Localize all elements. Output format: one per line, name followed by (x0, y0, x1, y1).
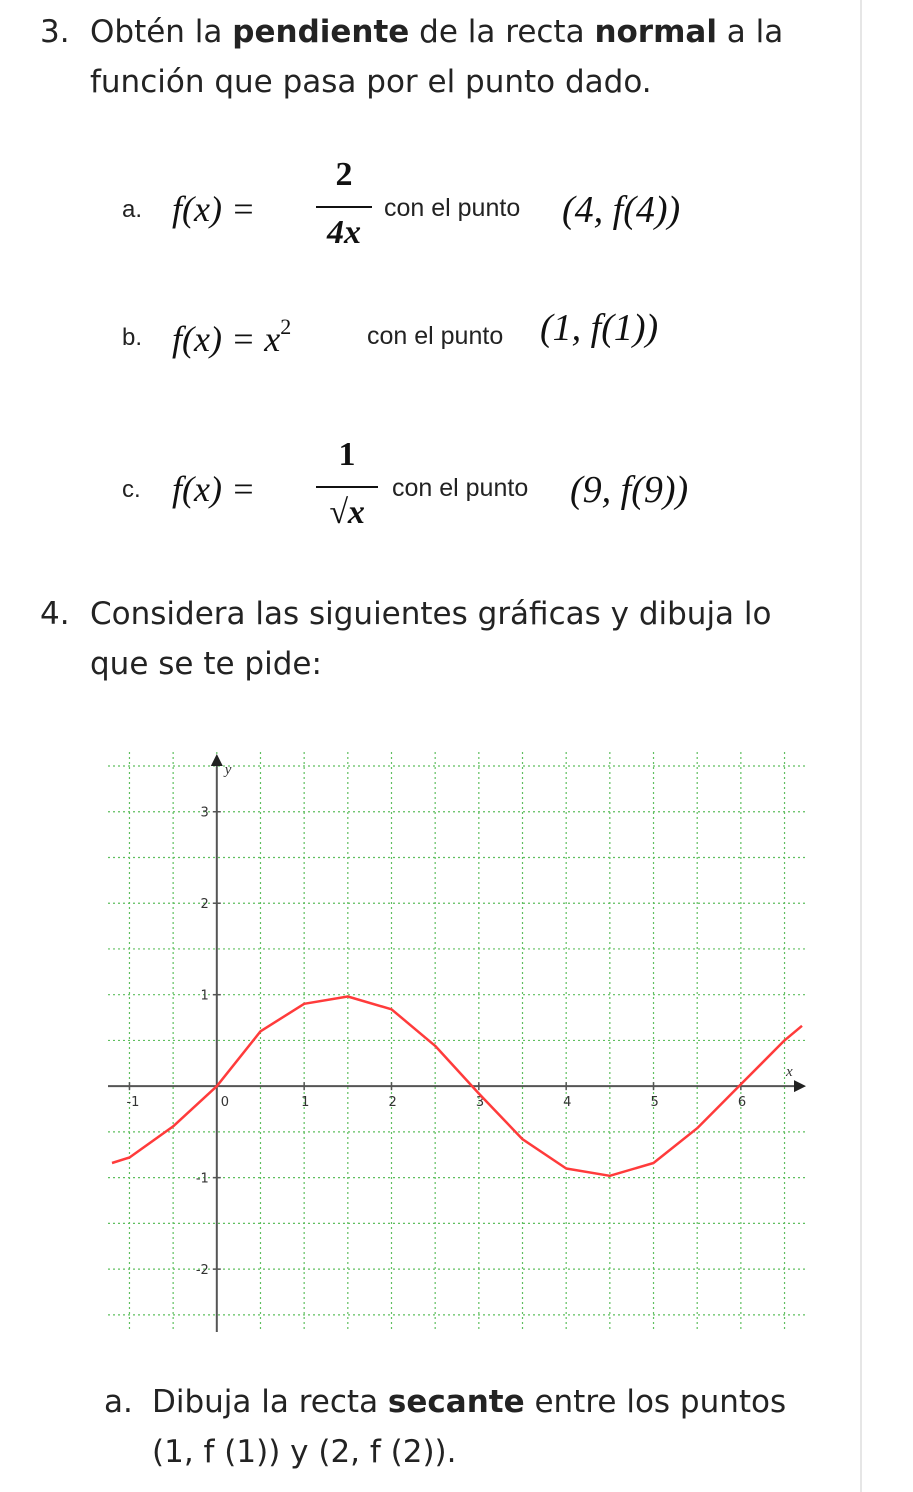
x-axis-arrow (794, 1080, 806, 1092)
item-b (0, 298, 860, 408)
x-tick-label: 0 (220, 1095, 230, 1111)
item-c-numerator: 1 (338, 436, 356, 473)
y-axis-label: y (224, 762, 232, 778)
page-right-border (860, 0, 862, 1492)
item-a-con-el-punto: con el punto (384, 194, 521, 222)
q3-bold-pendiente: pendiente (232, 14, 410, 50)
item-a-point-text: (4, f(4)) (562, 189, 681, 231)
y-tick-label: 3 (200, 805, 209, 821)
sub-question-a-line-1 (0, 1382, 860, 1422)
q3-text-part: a la (716, 14, 784, 50)
y-tick-label: -1 (195, 1171, 209, 1187)
y-tick-label: 2 (200, 897, 209, 913)
item-c (0, 430, 860, 540)
question-4-line-2: que se te pide: (90, 646, 322, 682)
x-tick-label: -1 (126, 1095, 140, 1111)
item-c-lhs-text: f(x) = (172, 469, 256, 509)
x-axis-label: x (786, 1064, 793, 1081)
item-b-point (540, 306, 658, 350)
item-b-lhs-text: f(x) = x (172, 319, 281, 359)
question-3-number: 3. (40, 14, 70, 50)
y-tick-label: 1 (200, 988, 209, 1004)
x-tick-label: 3 (475, 1095, 485, 1111)
y-axis-arrow (211, 754, 223, 766)
question-3-text (90, 12, 783, 52)
item-c-point (570, 468, 688, 512)
x-tick-label: 5 (650, 1095, 659, 1111)
item-b-con-el-punto: con el punto (367, 322, 504, 350)
sub-a-text-part: entre los puntos (524, 1384, 787, 1420)
item-a (0, 150, 860, 260)
q3-text-part: de la recta (409, 14, 595, 50)
question-4-number: 4. (40, 596, 70, 632)
sub-a-bold-secante: secante (387, 1384, 525, 1420)
item-a-lhs-text: f(x) = (172, 189, 256, 229)
q3-bold-normal: normal (594, 14, 717, 50)
item-c-con-el-punto: con el punto (392, 474, 529, 502)
item-a-lhs (172, 188, 255, 230)
x-tick-label: 4 (563, 1095, 572, 1111)
item-c-point-text: (9, f(9)) (570, 469, 689, 511)
question-4-line-1 (0, 594, 860, 634)
item-b-point-text: (1, f(1)) (540, 307, 659, 349)
item-c-denominator: √x (329, 494, 365, 531)
question-3-line-2: función que pasa por el punto dado. (90, 64, 652, 100)
question-3-line-1 (0, 12, 860, 52)
sub-question-a-letter: a. (104, 1384, 133, 1420)
item-b-lhs (172, 314, 292, 360)
sub-question-a-line-2: (1, f (1)) y (2, f (2)). (152, 1434, 457, 1470)
item-c-letter: c. (122, 476, 141, 503)
item-a-point (562, 188, 680, 232)
x-tick-label: 1 (301, 1095, 310, 1111)
item-a-denominator: 4x (327, 214, 361, 251)
item-b-exponent: 2 (280, 314, 292, 339)
item-a-letter: a. (122, 196, 143, 223)
y-tick-label: -2 (195, 1263, 209, 1279)
item-b-letter: b. (122, 324, 143, 351)
x-tick-label: 2 (388, 1095, 397, 1111)
item-c-lhs (172, 468, 255, 510)
sub-a-text-part: Dibuja la recta (152, 1384, 388, 1420)
sine-graph (108, 752, 808, 1332)
item-a-fraction (316, 156, 372, 256)
item-c-fraction-bar (316, 486, 378, 488)
x-tick-label: 6 (737, 1095, 747, 1111)
item-a-numerator: 2 (335, 156, 353, 193)
item-c-fraction (316, 436, 378, 540)
sub-question-a-text (152, 1382, 786, 1422)
question-4-text: Considera las siguientes gráficas y dibuja lo (90, 596, 772, 632)
item-a-fraction-bar (316, 206, 372, 208)
q3-text-part: Obtén la (90, 14, 233, 50)
